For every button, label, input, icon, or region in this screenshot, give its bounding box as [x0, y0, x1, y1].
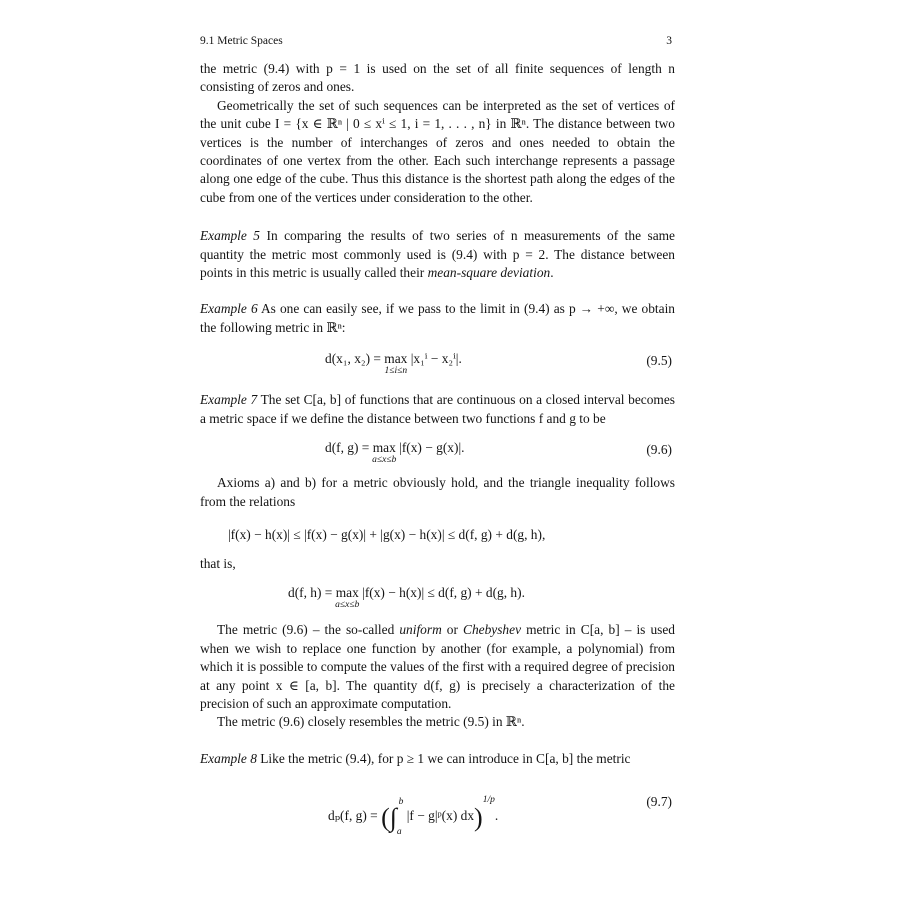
equation-triangle: [200, 523, 675, 551]
eq95-rhs: |x₁ⁱ − x₂ⁱ|.: [410, 351, 462, 367]
uniform-term: uniform: [399, 622, 442, 638]
chebyshev-term: Chebyshev: [463, 622, 522, 638]
eq95-max-word: max: [384, 351, 408, 367]
example-6-text: As one can easily see, if we pass to the limit in (9.4) as p → +∞, we obtain the following metric in ℝⁿ:: [200, 301, 675, 335]
eq97-end: .: [494, 808, 499, 824]
equation-9-7: [200, 778, 675, 838]
eq-thatis-rhs: |f(x) − h(x)| ≤ d(f, g) + d(g, h).: [362, 585, 525, 601]
eq-thatis-lhs: d(f, h) =: [288, 585, 336, 601]
eq97-lower-limit: a: [396, 827, 402, 838]
eq-triangle-text: |f(x) − h(x)| ≤ |f(x) − g(x)| + |g(x) − h(x)| ≤ d(f, g) + d(g, h),: [228, 526, 546, 542]
eq96-max-word: max: [372, 440, 396, 456]
paragraph-resembles: The metric (9.6) closely resembles the metric (9.5) in ℝⁿ.: [217, 714, 525, 730]
paragraph-geometric: Geometrically the set of such sequences can be interpreted as the set of vertices of the unit cube I = {x ∈ ℝⁿ | 0 ≤ xⁱ ≤ 1, i = 1, . . . , n} in ℝⁿ. The distance between two vertices is the number of interchanges of zeros and ones needed to obtain the coordinates of one vertex from the other. Each such interchange represents a passage along one edge of the cube. Thus this distance is the shortest path along the edges of the cube from one of the vertices under consideration to the other.: [200, 97, 675, 205]
running-header: [200, 30, 675, 50]
eq96-max: [372, 438, 397, 466]
uniform-text-2: or: [441, 622, 464, 638]
eq96-rhs: |f(x) − g(x)|.: [399, 440, 465, 456]
eq-thatis-max-sub: a≤x≤b: [335, 600, 360, 611]
eq-thatis-max-word: max: [335, 585, 359, 601]
page: [200, 30, 675, 838]
equation-9-5: [200, 349, 675, 379]
example-7: [200, 391, 675, 428]
paragraph-p1: the metric (9.4) with p = 1 is used on the set of all finite sequences of length n consisting of zeros and ones.: [200, 61, 675, 95]
example-7-text: The set C[a, b] of functions that are continuous on a closed interval becomes a metric space if we define the distance between two functions f and g to be: [200, 392, 675, 426]
eq95-max-sub: 1≤i≤n: [384, 366, 408, 377]
eq95-number: (9.5): [646, 353, 672, 369]
eq97-exponent: 1/p: [482, 795, 495, 806]
eq97-upper-limit: b: [398, 797, 404, 808]
page-number: 3: [666, 35, 672, 47]
uniform-text-3: metric in C[a, b] – is used when we wish to replace one function by another (for example, a polynomial) from which it is possible to compute the values of the first with a required degree of precision at any point x ∈ [a, b]. The quantity d(f, g) is precisely a characterization of the precision of such an approximate computation.: [200, 622, 675, 711]
example-8: [200, 750, 675, 768]
example-5: [200, 227, 675, 282]
example-6: [200, 300, 675, 337]
example-7-label: Example 7: [200, 392, 258, 408]
paragraph-uniform: [200, 621, 675, 713]
uniform-text-1: The metric (9.6) – the so-called: [217, 622, 400, 638]
eq95-lhs: d(x₁, x₂) =: [325, 351, 385, 367]
example-5-text: In comparing the results of two series of n measurements of the same quantity the metric most commonly used is (9.4) with p = 2. The distance between points in this metric is usually called their: [200, 228, 675, 281]
equation-that-is: [200, 579, 675, 615]
eq97-close-paren: ): [474, 803, 483, 833]
example-5-end: .: [550, 265, 554, 281]
eq96-number: (9.6): [646, 442, 672, 458]
eq97-body: |f − g|ᵖ(x) dx: [406, 808, 475, 824]
section-title: 9.1 Metric Spaces: [200, 35, 283, 47]
eq97-integral: ∫: [389, 803, 397, 833]
eq97-lhs: dₚ(f, g) =: [328, 808, 382, 824]
eq97-open-paren: (: [381, 803, 390, 833]
example-5-term: mean-square deviation: [427, 265, 551, 281]
eq-thatis-max: [335, 583, 360, 611]
paragraph-axioms: Axioms a) and b) for a metric obviously hold, and the triangle inequality follows from the relations: [200, 475, 675, 509]
eq96-max-sub: a≤x≤b: [372, 455, 397, 466]
example-8-label: Example 8: [200, 750, 257, 766]
eq95-max: [384, 349, 408, 377]
example-8-text: Like the metric (9.4), for p ≥ 1 we can introduce in C[a, b] the metric: [256, 750, 631, 766]
eq97-number: (9.7): [646, 794, 672, 810]
equation-9-6: [200, 434, 675, 468]
example-5-label: Example 5: [200, 228, 261, 244]
example-6-label: Example 6: [200, 301, 258, 317]
eq96-lhs: d(f, g) =: [325, 440, 373, 456]
paragraph-that-is: that is,: [200, 555, 236, 571]
